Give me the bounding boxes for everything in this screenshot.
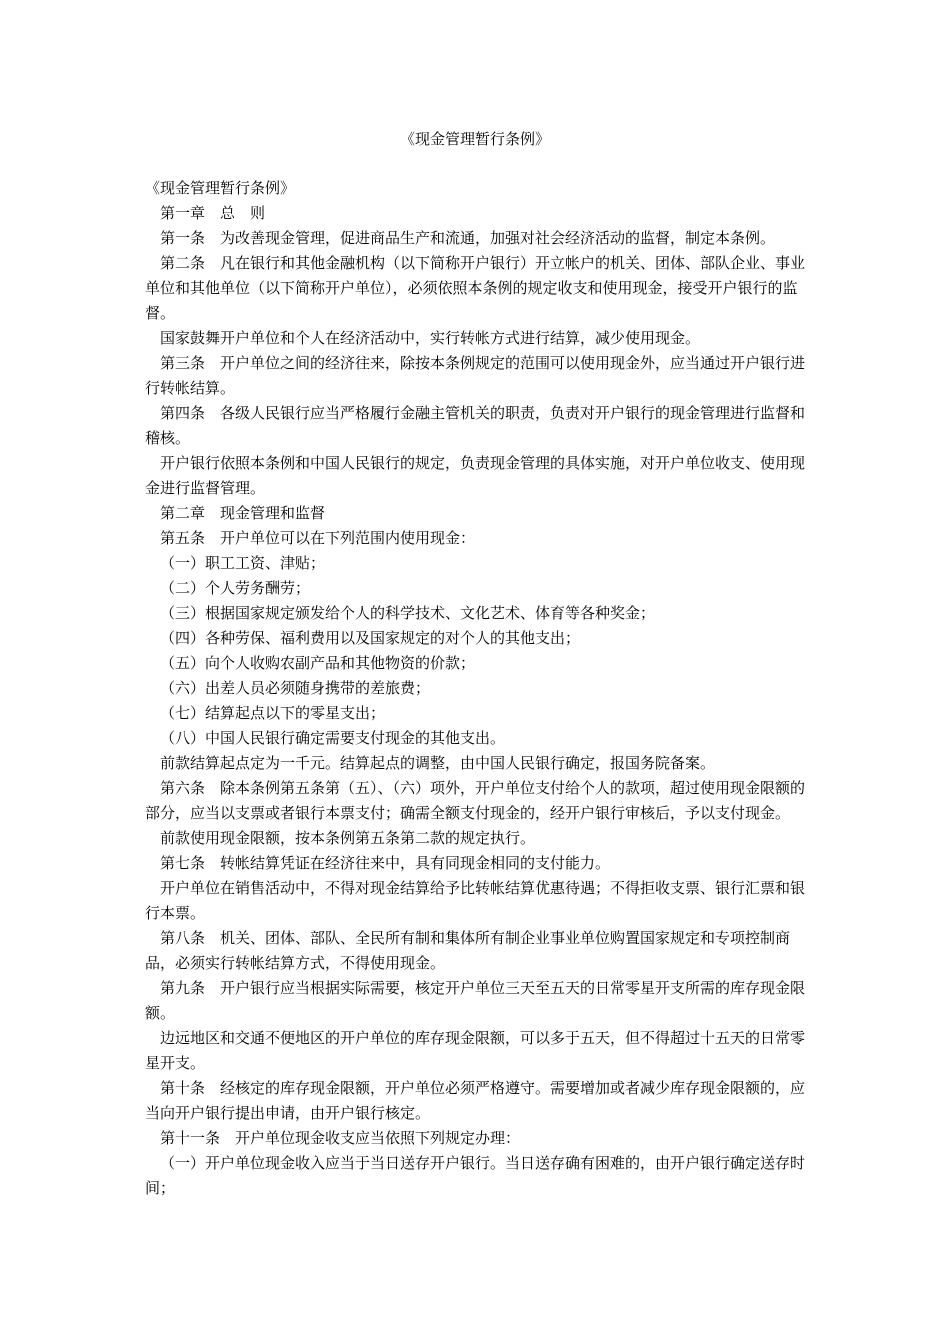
article-paragraph: 边远地区和交通不便地区的开户单位的库存现金限额，可以多于五天，但不得超过十五天的日常零星开支。 (145, 1029, 806, 1072)
article-paragraph: 第十一条 开户单位现金收支应当依照下列规定办理： (160, 1129, 521, 1147)
list-item: （四）各种劳保、福利费用以及国家规定的对个人的其他支出； (160, 629, 581, 647)
article-paragraph: 开户银行依照本条例和中国人民银行的规定，负责现金管理的具体实施，对开户单位收支、使用现金进行监督管理。 (145, 454, 806, 497)
chapter-heading: 第二章 现金管理和监督 (160, 504, 326, 522)
document-body (145, 176, 815, 1201)
article-paragraph: 开户单位在销售活动中，不得对现金结算给予比转帐结算优惠待遇；不得拒收支票、银行汇票和银行本票。 (145, 879, 806, 922)
chapter-heading: 第一章 总 则 (160, 204, 266, 222)
list-item: （一）职工工资、津贴； (160, 554, 326, 572)
list-item: （五）向个人收购农副产品和其他物资的价款； (160, 654, 476, 672)
article-paragraph: 第六条 除本条例第五条第（五）、（六）项外，开户单位支付给个人的款项，超过使用现金限额的部分，应当以支票或者银行本票支付；确需全额支付现金的，经开户银行审核后，予以支付现金。 (145, 779, 806, 822)
article-paragraph: 第一条 为改善现金管理，促进商品生产和流通，加强对社会经济活动的监督，制定本条例。 (160, 229, 776, 247)
article-paragraph: 第七条 转帐结算凭证在经济往来中，具有同现金相同的支付能力。 (160, 854, 611, 872)
list-item: （六）出差人员必须随身携带的差旅费； (160, 679, 431, 697)
list-item: （三）根据国家规定颁发给个人的科学技术、文化艺术、体育等各种奖金； (160, 604, 656, 622)
article-paragraph: 国家鼓舞开户单位和个人在经济活动中，实行转帐方式进行结算，减少使用现金。 (160, 329, 701, 347)
article-paragraph: 第二条 凡在银行和其他金融机构（以下简称开户银行）开立帐户的机关、团体、部队企业、事业单位和其他单位（以下简称开户单位），必须依照本条例的规定收支和使用现金，接受开户银行的监督。 (145, 254, 806, 322)
list-item: （七）结算起点以下的零星支出； (160, 704, 386, 722)
article-paragraph: 第十条 经核定的库存现金限额，开户单位必须严格遵守。需要增加或者减少库存现金限额的，应当向开户银行提出申请，由开户银行核定。 (145, 1079, 806, 1122)
article-paragraph: 前款使用现金限额，按本条例第五条第二款的规定执行。 (160, 829, 536, 847)
document-heading: 《现金管理暂行条例》 (145, 179, 296, 197)
article-paragraph: 第三条 开户单位之间的经济往来，除按本条例规定的范围可以使用现金外，应当通过开户银行进行转帐结算。 (145, 354, 806, 397)
list-item: （八）中国人民银行确定需要支付现金的其他支出。 (160, 729, 506, 747)
document-title: 《现金管理暂行条例》 (399, 130, 550, 148)
list-item: （二）个人劳务酬劳； (160, 579, 311, 597)
list-item: （一）开户单位现金收入应当于当日送存开户银行。当日送存确有困难的，由开户银行确定送存时间； (145, 1154, 806, 1197)
article-paragraph: 第五条 开户单位可以在下列范围内使用现金： (160, 529, 476, 547)
article-paragraph: 前款结算起点定为一千元。结算起点的调整，由中国人民银行确定，报国务院备案。 (160, 754, 716, 772)
article-paragraph: 第八条 机关、团体、部队、全民所有制和集体所有制企业事业单位购置国家规定和专项控制商品，必须实行转帐结算方式，不得使用现金。 (145, 929, 791, 972)
article-paragraph: 第九条 开户银行应当根据实际需要，核定开户单位三天至五天的日常零星开支所需的库存现金限额。 (145, 979, 806, 1022)
article-paragraph: 第四条 各级人民银行应当严格履行金融主管机关的职责，负责对开户银行的现金管理进行监督和稽核。 (145, 404, 806, 447)
